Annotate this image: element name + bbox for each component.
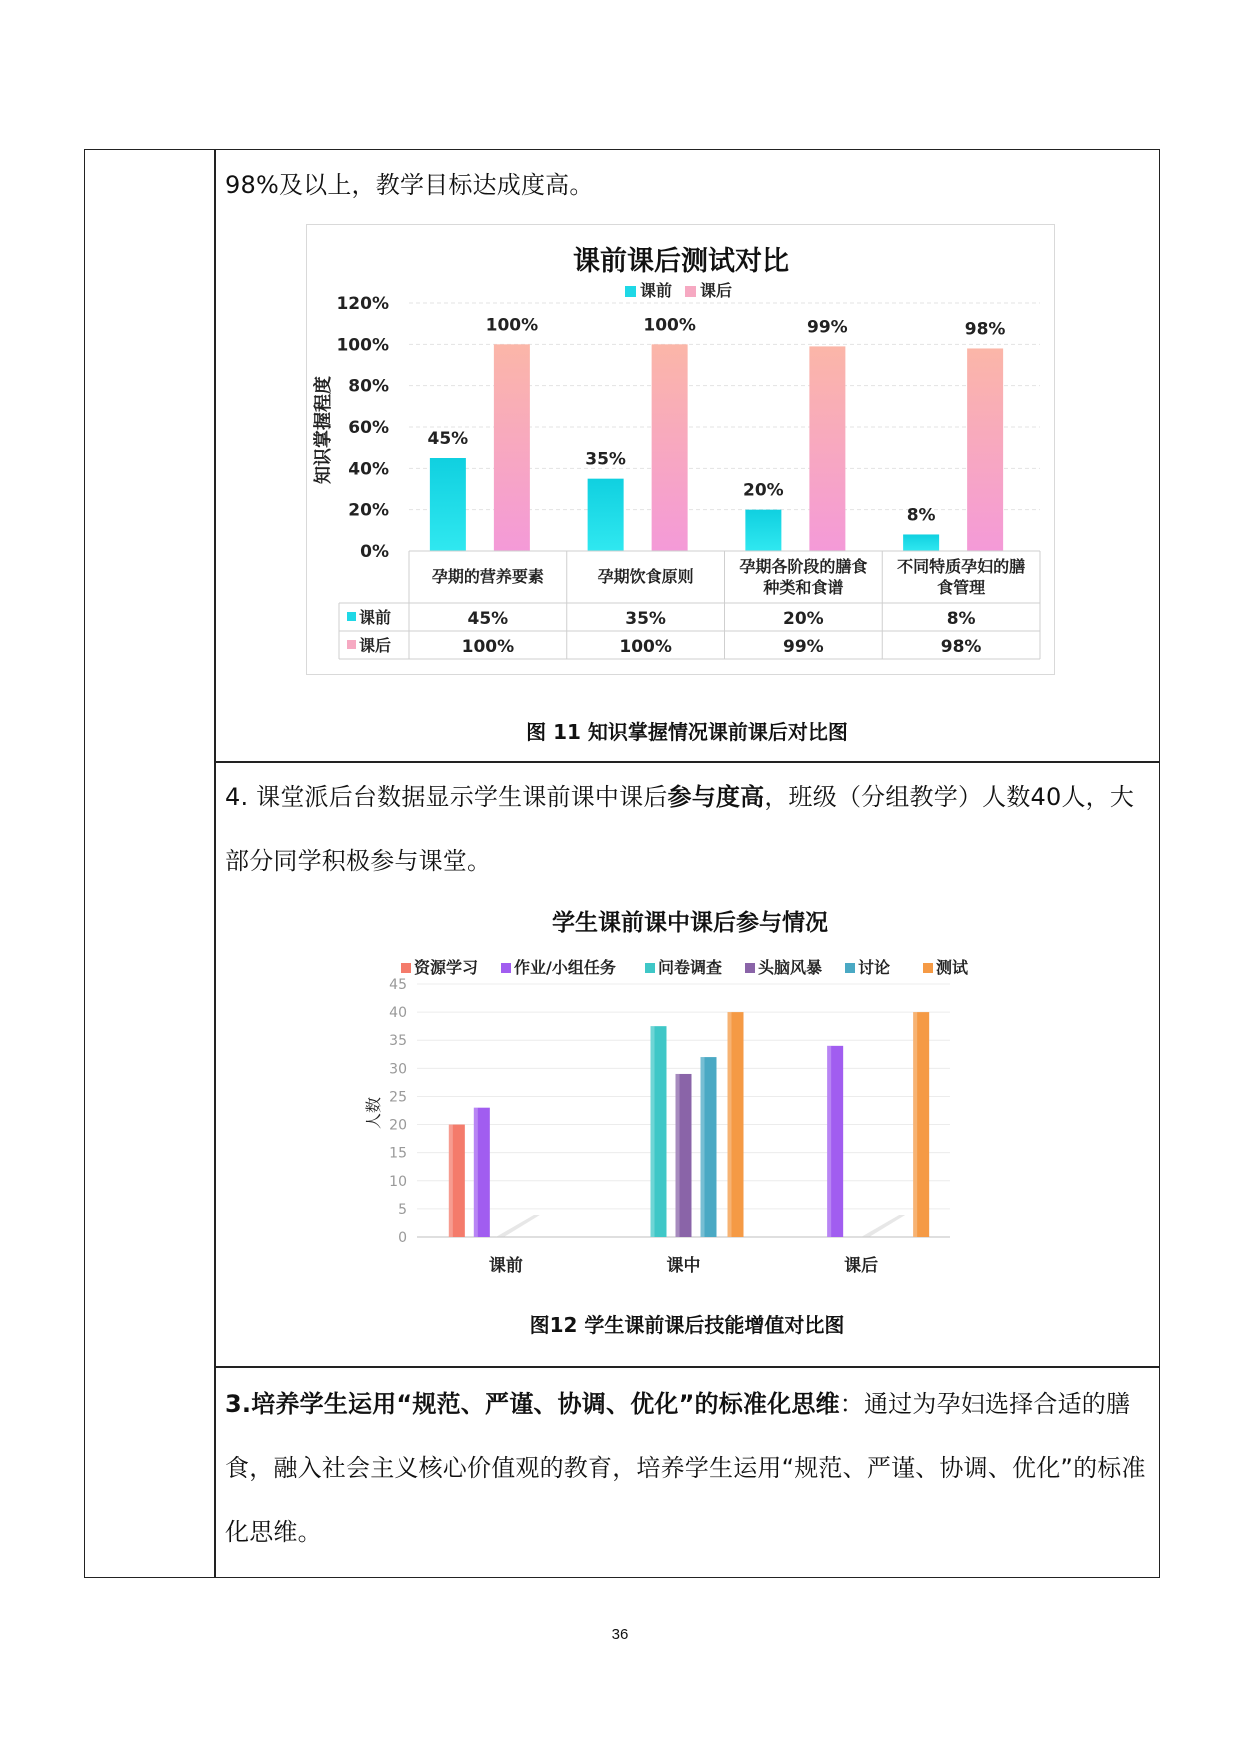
chart2-legend-label: 测试 [936, 958, 969, 977]
chart1-table-value: 100% [461, 637, 515, 657]
chart2-bar-shadow [496, 1215, 540, 1237]
chart1-bar-after [652, 344, 688, 551]
paragraph-standardization [225, 1372, 1153, 1564]
chart1-table-value: 45% [467, 609, 509, 629]
chart-participation [345, 895, 995, 1295]
chart2-legend-swatch [501, 963, 511, 973]
chart1-bar-label: 100% [643, 315, 696, 336]
paragraph-conclusion: 98%及以上，教学目标达成度高。 [225, 171, 594, 199]
chart1-bar-label: 35% [585, 449, 626, 470]
chart1-table-value: 20% [783, 609, 824, 629]
chart1-legend-swatch [625, 286, 636, 297]
chart1-table-series-label: 课后 [359, 636, 392, 655]
chart2-svg [345, 895, 995, 1295]
chart1-category-label: 不同特质孕妇的膳 [897, 557, 1026, 576]
chart1-bar-after [967, 348, 1003, 551]
chart2-ytick: 15 [389, 1145, 407, 1162]
chart1-bar-before [903, 534, 939, 551]
page-number: 36 [611, 1626, 629, 1643]
chart2-bar-highlight [676, 1074, 680, 1237]
chart1-ytick: 20% [348, 500, 389, 521]
chart1-table-swatch [347, 640, 356, 649]
chart1-table-value: 35% [625, 609, 666, 629]
paragraph-standardization-heading: 3.培养学生运用“规范、严谨、协调、优化”的标准化思维 [225, 1390, 840, 1418]
chart1-category-label: 种类和食谱 [763, 578, 844, 597]
chart1-svg [307, 225, 1056, 676]
chart1-ytick: 120% [336, 294, 389, 314]
chart1-table-value: 8% [946, 609, 976, 629]
paragraph-standardization-text: ：通过为孕妇选择合适的膳食，融入社会主义核心价值观的教育，培养学生运用“规范、严谨、协调、优化”的标准化思维。 [225, 1390, 1146, 1546]
chart2-bar-highlight [728, 1012, 732, 1237]
chart2-legend-label: 讨论 [858, 958, 891, 977]
chart2-legend-swatch [401, 963, 411, 973]
paragraph-participation [225, 765, 1153, 893]
chart2-ytick: 20 [389, 1117, 407, 1134]
chart1-table-value: 98% [940, 637, 982, 657]
chart2-ytick: 35 [389, 1033, 407, 1050]
chart1-table-series-label: 课前 [359, 608, 392, 627]
chart1-bar-after [809, 346, 845, 551]
chart1-title: 课前课后测试对比 [573, 246, 789, 277]
chart2-ytick: 45 [389, 977, 407, 993]
chart2-bar-highlight [913, 1012, 917, 1237]
chart1-category-label: 食管理 [937, 578, 986, 597]
chart1-category-label: 孕期各阶段的膳食 [739, 557, 868, 576]
chart1-bar-before [430, 458, 466, 551]
figure-12-caption: 图12 学生课前课后技能增值对比图 [529, 1313, 845, 1337]
chart1-bar-after [494, 344, 530, 551]
chart1-bar-label: 8% [906, 505, 936, 526]
chart1-ytick: 80% [348, 376, 389, 397]
chart1-bar-before [745, 510, 781, 551]
chart1-table-value: 100% [619, 637, 672, 657]
chart2-legend-label: 作业/小组任务 [514, 958, 616, 977]
chart1-table-swatch [347, 612, 356, 621]
chart2-bar-highlight [701, 1057, 705, 1237]
paragraph-participation-rest: ，班级（分组教学）人数40人，大部分同学积极参与课堂。 [225, 783, 1135, 875]
chart2-legend-label: 资源学习 [414, 958, 479, 977]
chart2-ytick: 0 [398, 1230, 407, 1246]
chart1-bar-label: 98% [964, 319, 1006, 340]
chart1-ytick: 40% [348, 459, 389, 480]
chart2-bar-highlight [827, 1046, 831, 1237]
chart1-table-value: 99% [783, 637, 824, 657]
chart2-legend-swatch [745, 963, 755, 973]
chart-test-comparison [306, 224, 1055, 675]
chart2-category-label: 课后 [844, 1256, 879, 1276]
table-row-divider [214, 761, 1160, 763]
chart2-bar-highlight [474, 1108, 478, 1237]
chart1-bar-label: 100% [485, 315, 539, 336]
table-column-divider [214, 149, 216, 1578]
chart1-bar-label: 20% [743, 480, 784, 501]
chart2-bar-highlight [651, 1026, 655, 1237]
chart2-legend-label: 头脑风暴 [758, 958, 823, 977]
paragraph-participation-text: 4. 课堂派后台数据显示学生课前课中课后 [225, 783, 668, 811]
chart1-ylabel: 知识掌握程度 [313, 376, 334, 484]
chart2-ylabel: 人数 [364, 1096, 383, 1130]
chart1-bar-label: 99% [807, 317, 848, 338]
chart2-category-label: 课前 [488, 1256, 523, 1276]
chart1-ytick: 0% [360, 542, 389, 562]
chart1-legend-label: 课前 [640, 281, 673, 300]
figure-11-caption: 图 11 知识掌握情况课前课后对比图 [526, 720, 848, 744]
paragraph-participation-emphasis: 参与度高 [667, 783, 765, 811]
chart2-legend-swatch [845, 963, 855, 973]
chart1-legend-swatch [685, 286, 696, 297]
chart2-ytick: 25 [389, 1089, 407, 1106]
chart2-legend-swatch [923, 963, 933, 973]
chart2-legend-swatch [645, 963, 655, 973]
chart1-bar-label: 45% [427, 429, 469, 449]
chart2-ytick: 30 [389, 1061, 407, 1078]
chart2-ytick: 5 [398, 1201, 407, 1218]
chart2-legend-label: 问卷调查 [658, 958, 723, 977]
chart2-ytick: 10 [389, 1173, 407, 1190]
chart1-category-label: 孕期饮食原则 [597, 567, 694, 586]
chart2-title: 学生课前课中课后参与情况 [552, 910, 828, 936]
chart1-ytick: 100% [336, 335, 389, 356]
chart1-ytick: 60% [348, 418, 389, 438]
chart1-category-label: 孕期的营养要素 [431, 567, 544, 586]
chart1-legend-label: 课后 [700, 281, 733, 300]
chart2-ytick: 40 [389, 1005, 407, 1022]
chart1-bar-before [588, 479, 624, 551]
chart2-bar-highlight [449, 1125, 453, 1237]
table-row-divider [214, 1366, 1160, 1368]
chart2-bar-shadow [861, 1215, 905, 1237]
chart2-category-label: 课中 [666, 1256, 701, 1276]
